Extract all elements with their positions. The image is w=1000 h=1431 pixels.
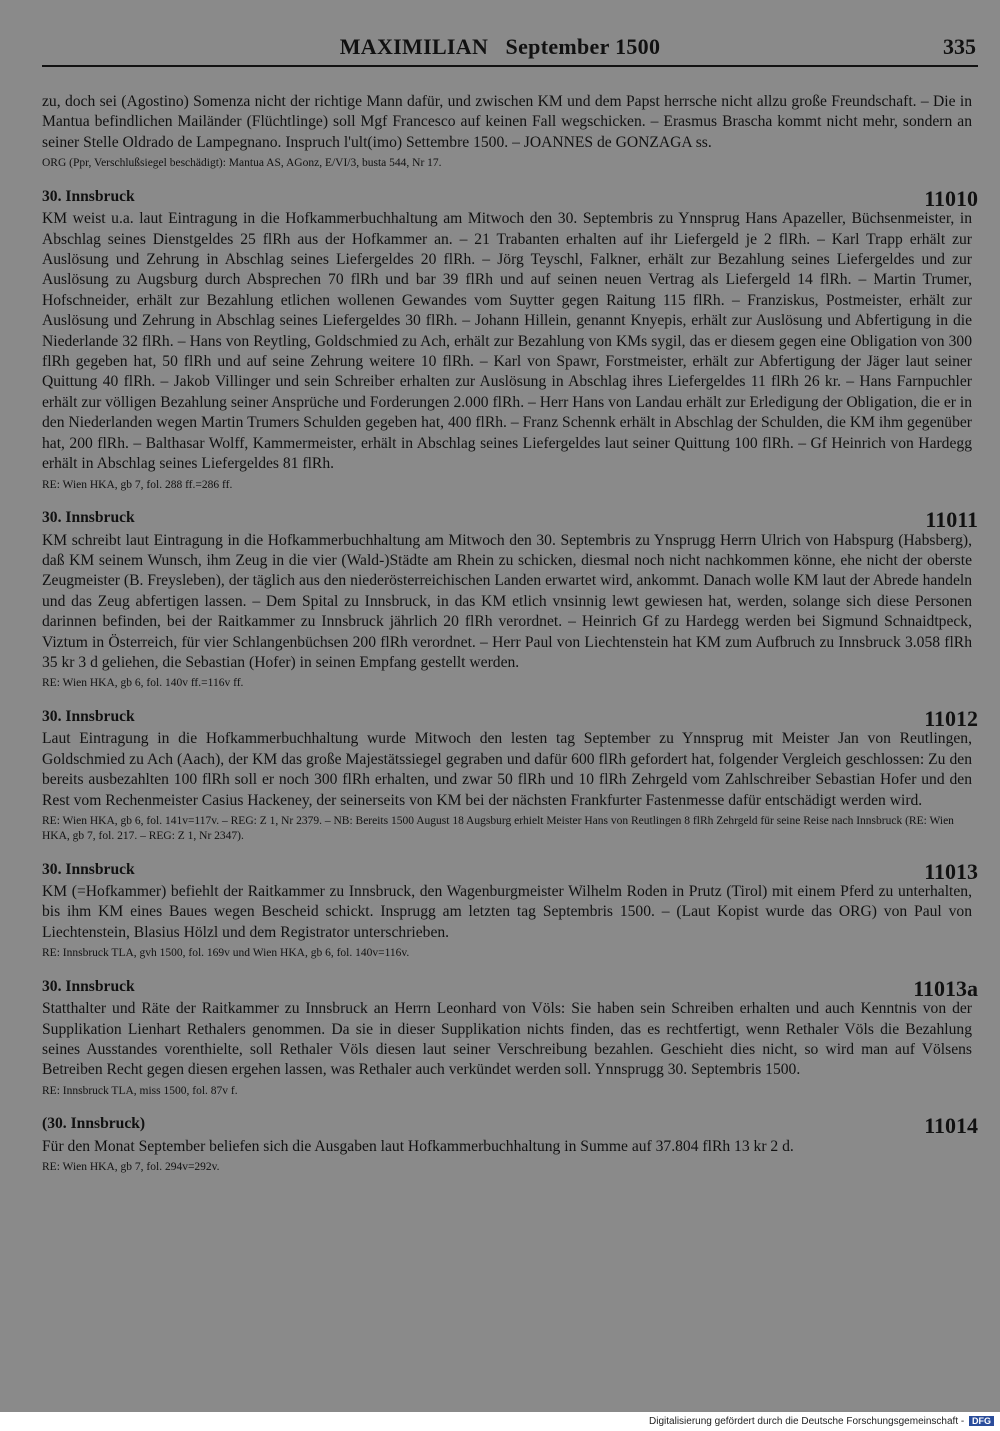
entry-date-place: 30. Innsbruck [42, 977, 135, 995]
entry-text: KM (=Hofkammer) befiehlt der Raitkammer zu Innsbruck, den Wagenburgmeister Wilhelm Roden in Prutz (Tirol) mit einem Pferd zu unterhalten, bis ihm KM eines Baues wegen Bescheid schickt. Insprugg am letzten tag Septembris 1500. – (Laut Kopist wurde das ORG) von Paul von Liechtenstein, Blasius Hölzl und dem Registrator unterschrieben. [42, 882, 972, 941]
entry-number: 11012 [924, 705, 978, 731]
entry-source: RE: Innsbruck TLA, gvh 1500, fol. 169v und Wien HKA, gb 6, fol. 140v=116v. [42, 947, 410, 960]
page-body [42, 92, 978, 1175]
entry-text: Laut Eintragung in die Hofkammerbuchhaltung wurde Mitwoch den lesten tag September zu Ynnsprug mit Meister Jan von Reutlingen, Goldschmied zu Ach (Aach), der KM das große Majestätssiegel gegraben und dafür 600 flRh gefordert hat, folgender Vergleich geschlossen: Zu den bereits ausbezahlten 100 flRh soll er noch 300 flRh erhalten, und zwar 50 flRh und 10 flRh Zehrgeld vom Zahlschreiber Sebastian Hofer und den Rest vom Rechenmeister Casius Hackeney, der seinerseits von KM bei der nächsten Frankfurter Fastenmesse dafür entschädigt werden wird. [42, 730, 972, 809]
entry-header [42, 705, 978, 731]
page-number: 335 [943, 34, 976, 59]
entry-header [42, 185, 978, 211]
header-rule [42, 65, 978, 67]
entry-11010 [42, 185, 978, 492]
entry-number: 11013a [913, 975, 978, 1001]
entry-11013a [42, 975, 978, 1099]
entry-source: RE: Innsbruck TLA, miss 1500, fol. 87v f. [42, 1084, 238, 1097]
entry-date-place: 30. Innsbruck [42, 860, 135, 878]
entry-number: 11014 [924, 1113, 978, 1139]
entry-number: 11013 [924, 858, 978, 884]
page-header [0, 28, 1000, 68]
entry-header [42, 858, 978, 884]
entry-source: RE: Wien HKA, gb 6, fol. 141v=117v. – REG: Z 1, Nr 2379. – NB: Bereits 1500 August 18 Augsburg erhielt Meister Hans von Reutlingen 8 flRh Zehrgeld für seine Reise nach Innsbruck (RE: Wien HKA, gb 7, fol. 217. – REG: Z 1, Nr 2347). [42, 814, 954, 842]
intro-text: zu, doch sei (Agostino) Somenza nicht der richtige Mann dafür, und zwischen KM und dem Papst herrsche nicht allzu große Freundschaft. – Die in Mantua befindlichen Mailänder (Flüchtlinge) soll Mgf Francesco auf keinen Fall wegschicken. – Erasmus Brascha kommt nicht mehr, sondern an seiner Stelle Oldrado de Lampegnano. Inspruch l'ult(imo) Settembre 1500. – JOANNES de GONZAGA ss. [42, 93, 972, 151]
entry-11011 [42, 507, 978, 692]
intro-source: ORG (Ppr, Verschlußsiegel beschädigt): Mantua AS, AGonz, E/VI/3, busta 544, Nr 17. [42, 157, 442, 170]
entry-text: Statthalter und Räte der Raitkammer zu Innsbruck an Herrn Leonhard von Völs: Sie haben sein Schreiben erhalten und auch Kenntnis von der Supplikation Lienhart Rethalers genommen. Da sie in dieser Supplikation nichts finden, das es rechtfertigt, wenn Rethaler Völs die Bezahlung seines Ausstandes vorenthielte, soll Rethaler Völs diesen laut seiner Verschreibung bezahlen. Geschieht dies nicht, so wird man auf Völsens Betreiben Recht gegen diesen ergehen lassen, was Rethaler auch verkündet werden soll. Ynnsprugg 30. Septembris 1500. [42, 1000, 972, 1079]
footer-text: Digitalisierung gefördert durch die Deutsche Forschungsgemeinschaft - [649, 1416, 965, 1427]
running-title: MAXIMILIAN September 1500 [339, 34, 661, 59]
entry-text: KM weist u.a. laut Eintragung in die Hofkammerbuchhaltung am Mitwoch den 30. Septembris zu Ynnsprug Hans Apazeller, Büchsenmeister, in Abschlag seines Dienstgeldes 25 flRh aus der Hofkammer an. – 21 Trabanten erhalten auf ihr Liefergeld je 2 flRh. – Karl Trapp erhält zur Auslösung und Zehrung in Abschlag seines Liefergeldes 20 flRh. – Jörg Teyschl, Falkner, erhält zur Bezahlung seines Liefergeldes und zur Auslösung zu Augsburg durch Absprechen 70 flRh und bar 39 flRh und auf seinen neuen Vertrag als Liefergeld 14 flRh. – Martin Trumer, Hofschneider, erhält zur Bezahlung etlichen wollenen Gewandes vom Suytter gegen Raitung 115 flRh. – Franziskus, Postmeister, erhält zur Auslösung und Zehrung in Abschlag seines Liefergeldes 30 flRh. – Johann Hillein, genannt Knyepis, erhält zur Auslösung und Abfertigung in die Niederlande 32 flRh. – Hans von Reytling, Goldschmied zu Ach, erhält zur Bezahlung von KMs sygil, das er diesem gegen eine Obligation von 300 flRh gegeben hat, 50 flRh und auf seine Zehrung weitere 10 flRh. – Karl von Spawr, Forstmeister, erhält zur Abfertigung der Jäger laut seiner Quittung 40 flRh. – Jakob Villinger und sein Schreiber erhalten zur Auslösung in Abschlag ihres Liefergeldes 11 flRh 26 kr. – Hans Farnpuchler erhält zur völligen Bezahlung seiner Ansprüche und Forderungen 2.000 flRh. – Herr Hans von Landau erhält zur Erledigung der Obligation, die er in den Niederlanden wegen Martin Trumers Schulden gegeben hat, 400 flRh. – Franz Schennk erhält in Abschlag der Schulden, die KM ihm gegenüber hat, 200 flRh. – Balthasar Wolff, Kammermeister, erhält in Abschlag seines Liefergeldes laut seiner Quittung 100 flRh. – Gf Heinrich von Hardegg erhält in Abschlag seines Liefergeldes 81 flRh. [42, 210, 972, 473]
entry-header [42, 975, 978, 1001]
entry-source: RE: Wien HKA, gb 7, fol. 288 ff.=286 ff. [42, 478, 233, 491]
entry-11014 [42, 1113, 978, 1175]
entry-text: KM schreibt laut Eintragung in die Hofkammerbuchhaltung am Mitwoch den 30. Septembris zu Ynsprugg Herrn Ulrich von Habspurg (Habsberg), daß KM seinem Wunsch, ihm Zeug in die vier (Wald-)Städte am Rhein zu schicken, diesmal noch nicht nachkommen könne, ehe nicht der oberste Zeugmeister (B. Freysleben), der täglich aus den niederösterreichischen Landen erwartet wird, ankommt. Danach wolle KM laut der Abrede handeln und das Zeug abfertigen lassen. – Dem Spital zu Innsbruck, in das KM etlich vnsinnig lewt gewiesen hat, werden, solange sich diese Personen darinnen befinden, bei der Raitkammer zu Innsbruck jährlich 20 flRh verordnet. – Heinrich Gf zu Hardegg werden bei Sigmund Schnaidtpeck, Viztum in Österreich, für vier Schlangenbüchsen 200 flRh verordnet. – Herr Paul von Liechtenstein hat KM zum Aufbruch zu Innsbruck 3.058 flRh 35 kr 3 d geliehen, die Sebastian (Hofer) in seinen Empfang gestellt werden. [42, 531, 972, 671]
dfg-logo: DFG [969, 1416, 994, 1426]
entry-date-place: 30. Innsbruck [42, 707, 135, 725]
entry-source: RE: Wien HKA, gb 7, fol. 294v=292v. [42, 1161, 220, 1174]
entry-source: RE: Wien HKA, gb 6, fol. 140v ff.=116v ff. [42, 677, 244, 690]
entry-header [42, 507, 978, 533]
digitization-footer [649, 1416, 994, 1427]
entry-date-place: 30. Innsbruck [42, 509, 135, 527]
entry-date-place: (30. Innsbruck) [42, 1115, 146, 1133]
intro-continuation [42, 92, 972, 171]
entry-text: Für den Monat September beliefen sich die Ausgaben laut Hofkammerbuchhaltung in Summe auf 37.804 flRh 13 kr 2 d. [42, 1137, 794, 1155]
entry-number: 11010 [924, 185, 978, 211]
entry-number: 11011 [925, 507, 978, 533]
entry-date-place: 30. Innsbruck [42, 187, 135, 205]
entry-11012 [42, 705, 978, 844]
entry-header [42, 1113, 978, 1139]
entry-11013 [42, 858, 978, 961]
